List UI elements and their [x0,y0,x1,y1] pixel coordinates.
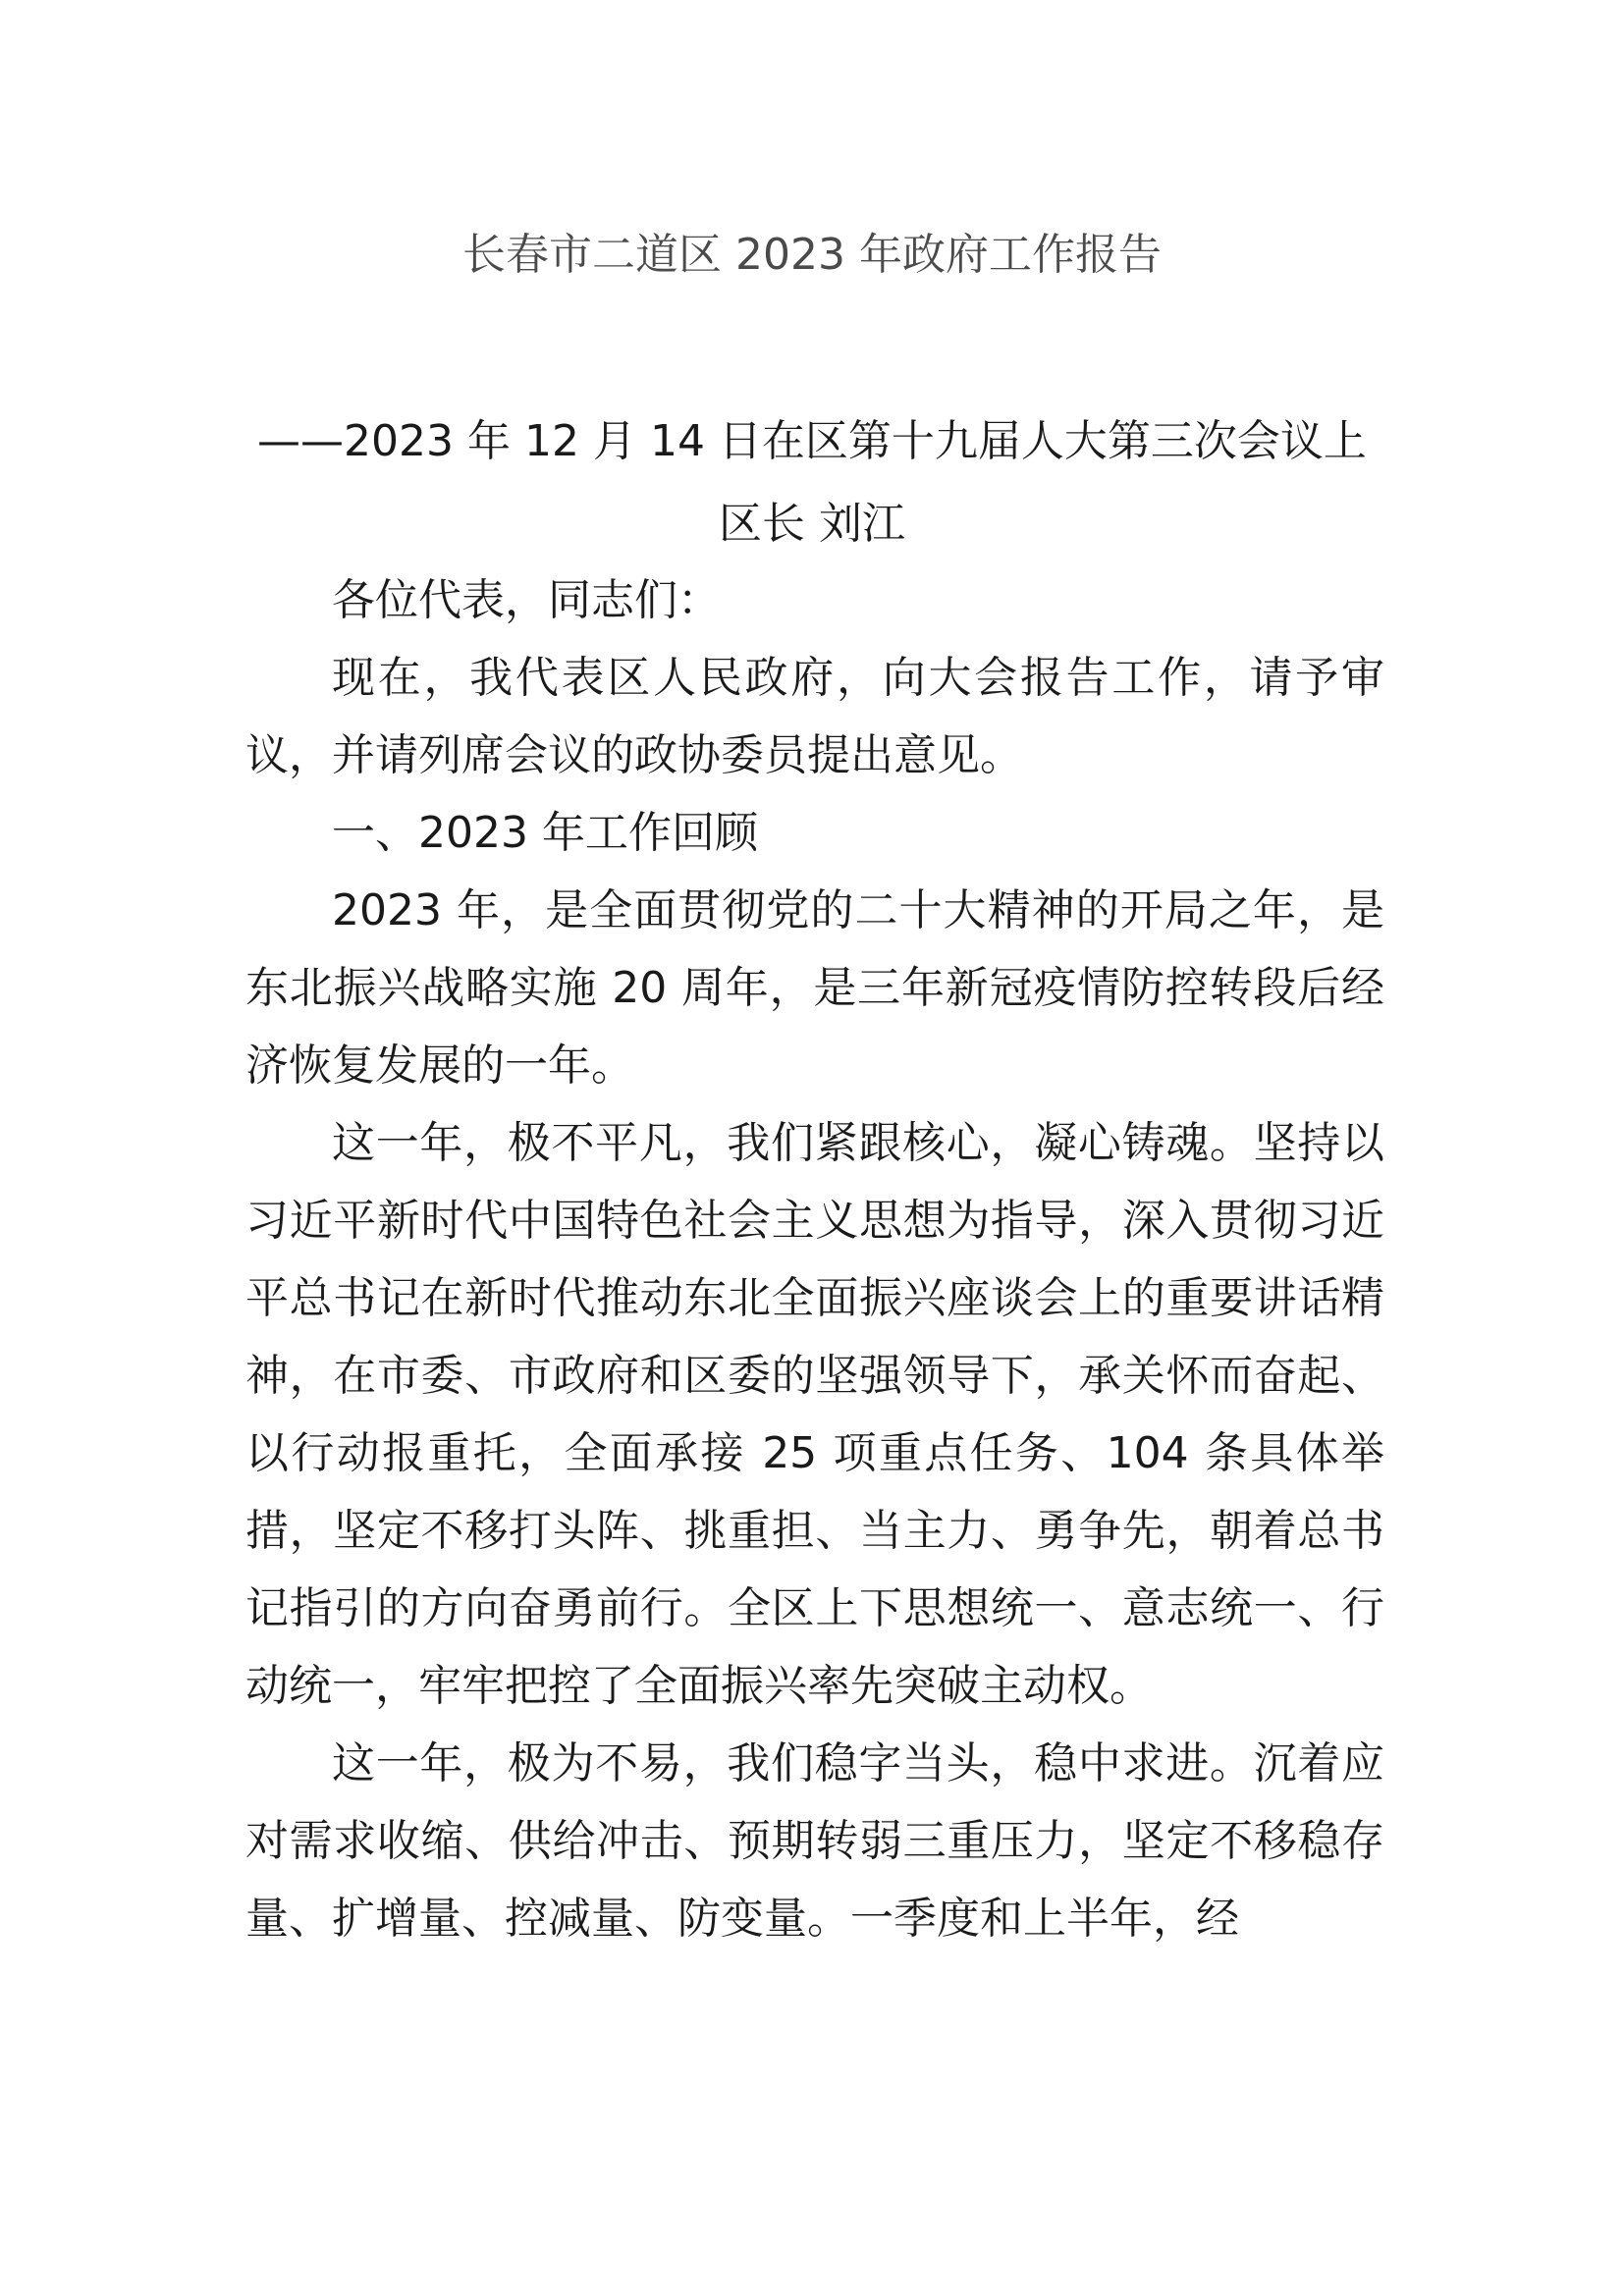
salutation-paragraph: 各位代表，同志们： [332,575,721,625]
body-paragraph: 这一年，极为不易，我们稳字当头，稳中求进。沉着应对需求收缩、供给冲击、预期转弱三重压力，坚定不移稳存量、扩增量、控减量、防变量。一季度和上半年，经 [245,1738,1384,1944]
body-paragraph: 这一年，极不平凡，我们紧跟核心，凝心铸魂。坚持以习近平新时代中国特色社会主义思想为指导，深入贯彻习近平总书记在新时代推动东北全面振兴座谈会上的重要讲话精神，在市委、市政府和区委的坚强领导下，承关怀而奋起、以行动报重托，全面承接 25 项重点任务、104 条具体举措，坚定不移打头阵、挑重担、当主力、勇争先，朝着总书记指引的方向奋勇前行。全区上下思想统一、意志统一、行动统一，牢牢把控了全面振兴率先突破主动权。 [245,1118,1384,1711]
section-heading: 一、2023 年工作回顾 [332,808,758,858]
meeting-line: ——2023 年 12 月 14 日在区第十九届人大第三次会议上 [257,416,1367,466]
document-body [245,561,1384,1957]
intro-paragraph: 现在，我代表区人民政府，向大会报告工作，请予审议，并请列席会议的政协委员提出意见。 [245,653,1384,780]
document-title: 长春市二道区 2023 年政府工作报告 [462,230,1162,280]
body-paragraph: 2023 年，是全面贯彻党的二十大精神的开局之年，是东北振兴战略实施 20 周年，是三年新冠疫情防控转段后经济恢复发展的一年。 [245,885,1384,1091]
document-subtitle [0,400,1624,565]
speaker-line: 区长 刘江 [719,499,905,549]
